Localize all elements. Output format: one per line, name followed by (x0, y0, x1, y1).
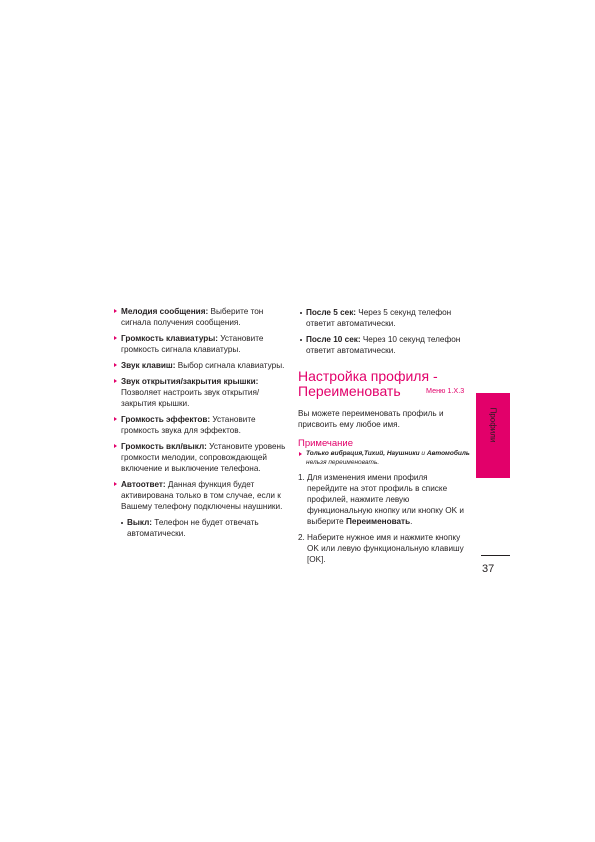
item-text: Данная функция будет активирована только в том случае, если к Вашему телефону подключены наушники. (121, 480, 283, 511)
note-term: Автомобиль (426, 450, 470, 457)
step-number: 2. (298, 533, 305, 542)
bullet-triangle-icon (113, 333, 121, 344)
item-text: Позволяет настроить звук открытия/закрытия крышки. (121, 388, 260, 408)
item-text: Выберите тон сигнала получения сообщения. (121, 307, 264, 327)
note-title: Примечание (298, 438, 353, 449)
list-item (113, 441, 289, 474)
bullet-triangle-icon (113, 479, 121, 490)
item-text: Установите громкость сигнала клавиатуры. (121, 334, 264, 354)
item-text: Установите уровень громкости мелодии, сопровождающей включение и выключение телефона. (121, 442, 286, 473)
left-column (113, 306, 289, 544)
item-term: Звук открытия/закрытия крышки: (121, 377, 259, 386)
step-text: Для изменения имени профиля перейдите на этот профиль в списке профилей, нажмите левую функциональную кнопку или кнопку OK и выберите (307, 473, 464, 526)
note-item (298, 449, 470, 467)
bullet-triangle-icon (113, 414, 121, 425)
item-term: Звук клавиш: (121, 361, 176, 370)
item-term: Громкость эффектов: (121, 415, 211, 424)
step-number: 1. (298, 473, 305, 482)
heading-line: Настройка профиля - (298, 368, 438, 384)
numbered-step (298, 472, 470, 527)
right-column (298, 307, 470, 565)
item-term: Автоответ: (121, 480, 166, 489)
heading-line: Переименовать (298, 383, 401, 399)
list-item (113, 360, 289, 371)
item-term: Громкость клавиатуры: (121, 334, 218, 343)
bullet-triangle-icon (298, 449, 306, 460)
item-text: Через 10 секунд телефон ответит автоматически. (306, 335, 461, 355)
section-heading (298, 369, 470, 399)
sub-list-item (298, 334, 470, 356)
list-item (113, 376, 289, 409)
item-term: Выкл: (127, 518, 153, 527)
footer-rule (481, 555, 510, 556)
step-end: . (410, 517, 413, 526)
list-item (113, 333, 289, 355)
bullet-triangle-icon (113, 306, 121, 317)
note-text: и (419, 450, 427, 457)
list-item (113, 306, 289, 328)
note-term: Только вибрация,Тихий, Наушники (306, 450, 420, 457)
item-term: Мелодия сообщения: (121, 307, 209, 316)
bullet-triangle-icon (113, 441, 121, 452)
note-text: нельзя переименовать. (306, 459, 380, 466)
section-side-label: Профили (488, 407, 498, 443)
list-item (113, 414, 289, 436)
intro-paragraph: Вы можете переименовать профиль и присвоить ему любое имя. (298, 409, 444, 429)
sub-list-item (298, 307, 470, 329)
item-text: Установите громкость звука для эффектов. (121, 415, 256, 435)
sub-list-item (119, 517, 289, 539)
bullet-dot-icon (298, 334, 306, 345)
item-text: Через 5 секунд телефон ответит автоматически. (306, 308, 452, 328)
bullet-triangle-icon (113, 376, 121, 387)
step-text: Наберите нужное имя и нажмите кнопку OK или левую функциональную клавишу [OK]. (307, 533, 464, 564)
item-text: Телефон не будет отвечать автоматически. (127, 518, 259, 538)
bullet-dot-icon (119, 517, 127, 528)
page-number: 37 (482, 563, 495, 575)
bullet-triangle-icon (113, 360, 121, 371)
item-term: После 10 сек: (306, 335, 361, 344)
item-text: Выбор сигнала клавиатуры. (175, 361, 285, 370)
item-term: После 5 сек: (306, 308, 357, 317)
step-term: Переименовать (346, 517, 411, 526)
list-item (113, 479, 289, 512)
numbered-step (298, 532, 470, 565)
item-term: Громкость вкл/выкл: (121, 442, 207, 451)
menu-reference: Меню 1.X.3 (426, 386, 465, 395)
bullet-dot-icon (298, 307, 306, 318)
